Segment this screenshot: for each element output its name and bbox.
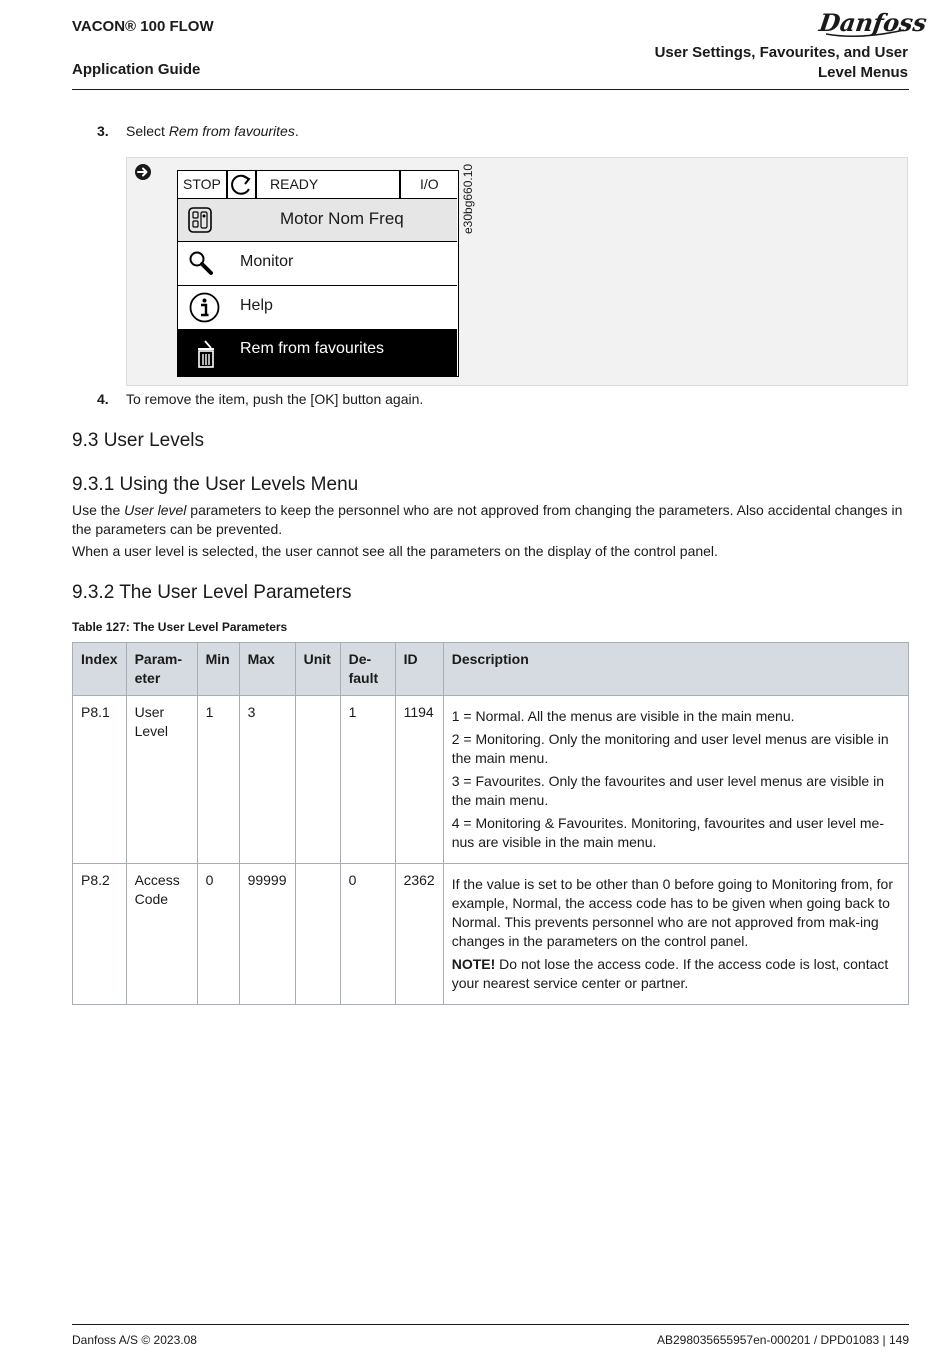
section-title-line1: User Settings, Favourites, and User xyxy=(654,44,908,61)
header-index: Index xyxy=(73,643,127,696)
description-line: 4 = Monitoring & Favourites. Monitoring, favourites and user level me-nus are visible in the main menu. xyxy=(451,815,884,850)
cell-id: 1194 xyxy=(395,696,443,864)
cell-text: Level xyxy=(134,723,169,739)
divider xyxy=(399,171,401,198)
header-text: De- xyxy=(348,651,372,667)
danfoss-logo xyxy=(817,4,929,40)
description-line: 1 = Normal. All the menus are visible in the main menu. xyxy=(451,708,795,724)
figure-code-text: e30bg660.10 xyxy=(461,163,475,234)
user-level-parameters-table xyxy=(72,642,909,1005)
cell-parameter xyxy=(126,864,197,1005)
footer-copyright: Danfoss A/S © 2023.08 xyxy=(72,1333,197,1347)
header-min: Min xyxy=(197,643,239,696)
footer-document-id: AB298035655957en-000201 / DPD01083 | 149 xyxy=(657,1333,909,1347)
step-number: 3. xyxy=(97,123,109,139)
step-3 xyxy=(97,123,497,143)
description-note xyxy=(452,955,900,993)
description-line: 3 = Favourites. Only the favourites and user level menus are visible in the main menu. xyxy=(451,773,885,808)
divider xyxy=(226,171,228,198)
paragraph-user-level-intro xyxy=(72,501,912,539)
product-name: VACON® 100 FLOW xyxy=(72,18,214,35)
parameter-list-icon xyxy=(188,207,212,233)
cell-parameter xyxy=(126,696,197,864)
paragraph-text: Use the xyxy=(72,502,125,518)
header-text: Param- xyxy=(134,651,183,667)
cell-description xyxy=(443,696,908,864)
cell-max: 99999 xyxy=(239,864,295,1005)
header-text: fault xyxy=(348,670,379,686)
section-title-line2: Level Menus xyxy=(817,64,908,81)
header-default xyxy=(340,643,395,696)
note-text: Do not lose the access code. If the access code is lost, contact your nearest service center or partner. xyxy=(451,956,889,991)
cell-index: P8.1 xyxy=(73,696,127,864)
step-number: 4. xyxy=(97,391,109,407)
cell-text: User xyxy=(134,704,165,720)
menu-item-help[interactable] xyxy=(178,286,457,330)
cell-default: 0 xyxy=(340,864,395,1005)
menu-item-label: Help xyxy=(240,297,273,314)
svg-text:Danfoss: Danfoss xyxy=(817,8,929,37)
step-text-emphasis: Rem from favourites xyxy=(168,123,295,139)
heading-9-3-2: 9.3.2 The User Level Parameters xyxy=(72,582,352,603)
keypad-display xyxy=(177,170,459,377)
step-text xyxy=(126,123,299,139)
arrow-right-circle-icon xyxy=(134,163,152,181)
cell-max: 3 xyxy=(239,696,295,864)
header-unit: Unit xyxy=(295,643,340,696)
cell-default: 1 xyxy=(340,696,395,864)
status-io: I/O xyxy=(420,176,439,192)
paragraph-text: parameters to keep the personnel who are not approved from changing the parameters. Also accidental changes in the parameters can be prevented. xyxy=(72,502,903,537)
cell-description xyxy=(443,864,908,1005)
heading-9-3: 9.3 User Levels xyxy=(72,430,205,451)
table-caption: Table 127: The User Level Parameters xyxy=(72,620,288,634)
guide-title: Application Guide xyxy=(72,61,201,78)
figure-code xyxy=(460,164,480,236)
menu-item-label: Rem from favourites xyxy=(240,340,385,357)
section-title xyxy=(588,43,908,83)
header-parameter xyxy=(126,643,197,696)
status-bar xyxy=(178,171,457,199)
cell-id: 2362 xyxy=(395,864,443,1005)
cell-unit xyxy=(295,864,340,1005)
cell-index: P8.2 xyxy=(73,864,127,1005)
step-4 xyxy=(97,391,597,411)
magnifier-icon xyxy=(188,250,214,276)
divider xyxy=(255,171,257,198)
footer-rule xyxy=(72,1324,909,1325)
cell-unit xyxy=(295,696,340,864)
header-max: Max xyxy=(239,643,295,696)
paragraph-emphasis: User level xyxy=(124,502,187,518)
table-row xyxy=(73,864,909,1005)
info-icon xyxy=(189,292,220,323)
description-line: If the value is set to be other than 0 before going to Monitoring from, for example, Normal, the access code has to be given when going back to Normal. This prevents personnel who are not approved from mak-ing changes in the parameters on the control panel. xyxy=(451,876,893,949)
table-header-row xyxy=(73,643,909,696)
step-text: To remove the item, push the [OK] button again. xyxy=(126,391,424,407)
display-title-row xyxy=(178,199,457,242)
header-id: ID xyxy=(395,643,443,696)
table-row xyxy=(73,696,909,864)
header-text: eter xyxy=(134,670,161,686)
step-text-prefix: Select xyxy=(126,123,169,139)
cell-text: Code xyxy=(134,891,169,907)
status-stop: STOP xyxy=(183,176,221,192)
step-text-suffix: . xyxy=(294,123,299,139)
header-description: Description xyxy=(443,643,908,696)
header-rule xyxy=(72,89,909,90)
menu-item-label: Monitor xyxy=(240,253,294,270)
status-ready: READY xyxy=(270,176,319,192)
note-label: NOTE! xyxy=(451,956,496,972)
paragraph-user-level-note: When a user level is selected, the user cannot see all the parameters on the display of the control panel. xyxy=(72,543,718,559)
cell-min: 1 xyxy=(197,696,239,864)
heading-9-3-1: 9.3.1 Using the User Levels Menu xyxy=(72,474,359,495)
display-title: Motor Nom Freq xyxy=(280,209,404,228)
menu-item-rem-from-favourites[interactable] xyxy=(178,329,457,377)
cell-min: 0 xyxy=(197,864,239,1005)
menu-item-monitor[interactable] xyxy=(178,242,457,286)
description-line: 2 = Monitoring. Only the monitoring and user level menus are visible in the main menu. xyxy=(451,731,889,766)
cell-text: Access xyxy=(134,872,180,888)
trash-icon xyxy=(195,339,217,369)
rotation-icon xyxy=(229,173,253,197)
